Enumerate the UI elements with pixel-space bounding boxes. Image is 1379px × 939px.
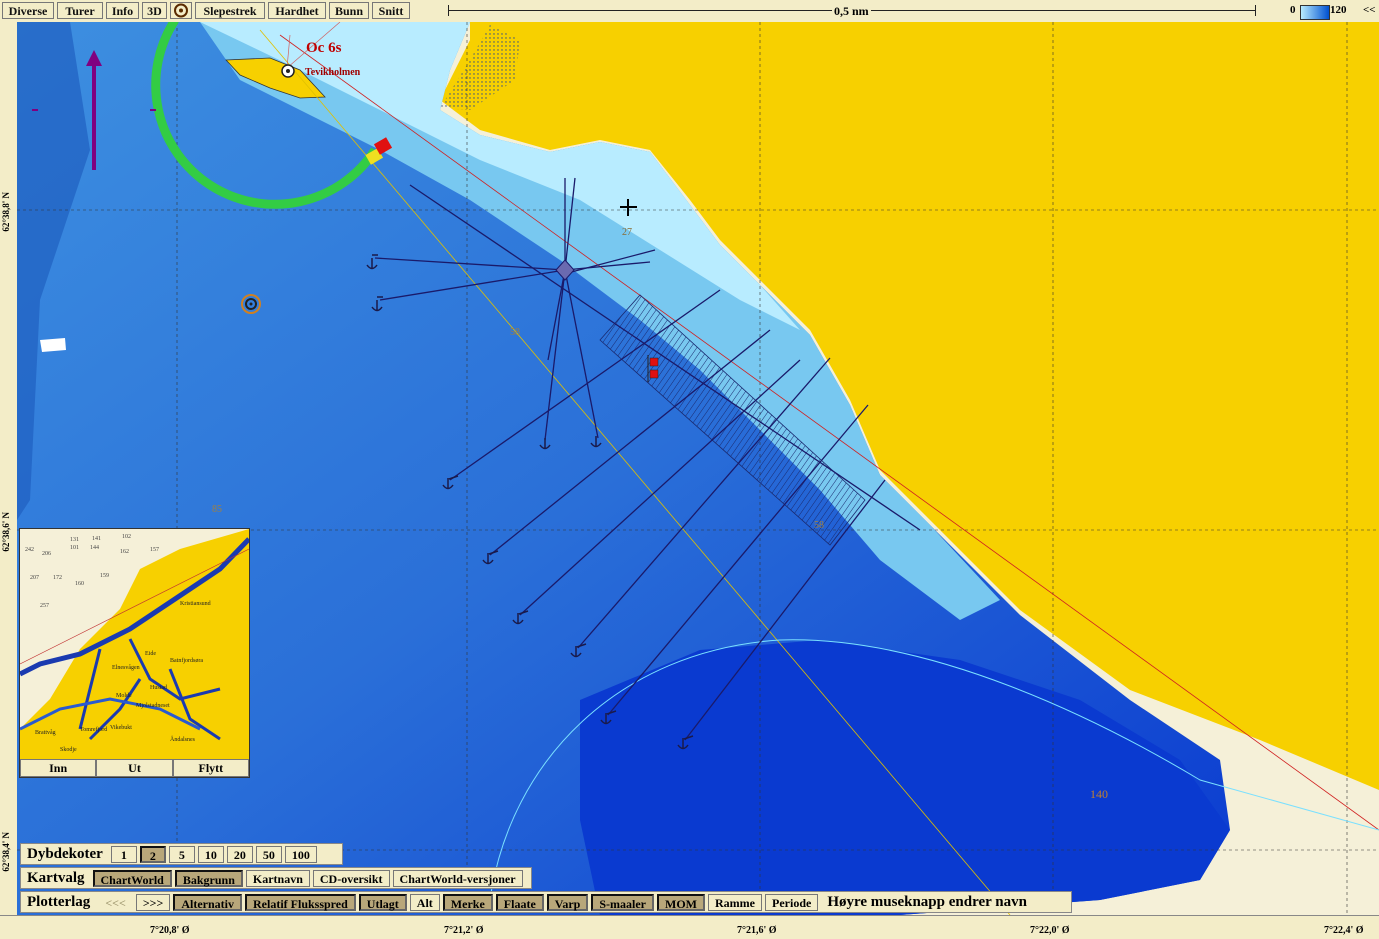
dybdekoter-label: Dybdekoter xyxy=(27,845,103,862)
place-label: Tevikholmen xyxy=(305,67,361,78)
depth-label: 85 xyxy=(212,504,222,515)
depth-label: 58 xyxy=(814,520,824,531)
inset-sounding: 141 xyxy=(92,536,101,542)
dybdekoter-row xyxy=(20,843,343,865)
inset-place: Hustad xyxy=(150,685,167,691)
plotterlag-row xyxy=(20,891,1072,913)
plotterlag-label: Plotterlag xyxy=(27,893,91,910)
mom-button[interactable]: MOM xyxy=(657,894,705,911)
inset-sounding: 206 xyxy=(42,551,51,557)
inset-sounding: 157 xyxy=(150,547,159,553)
latitude-ruler xyxy=(0,22,18,938)
chartworld-versjoner-button[interactable]: ChartWorld-versjoner xyxy=(393,870,523,887)
scale-label: 0,5 nm xyxy=(834,4,869,18)
merke-button[interactable]: Merke xyxy=(443,894,493,911)
overview-map-canvas[interactable] xyxy=(20,529,249,759)
menu-turer[interactable]: Turer xyxy=(57,2,103,19)
inset-sounding: 160 xyxy=(75,581,84,587)
lon-label: 7°20,8' Ø xyxy=(150,925,190,936)
top-toolbar xyxy=(0,0,1379,23)
contour-2-button[interactable]: 2 xyxy=(140,846,166,863)
contour-1-button[interactable]: 1 xyxy=(111,846,137,863)
depth-label: 58 xyxy=(510,327,520,338)
inset-place: Tomrefjord xyxy=(80,727,108,733)
depth-label: 27 xyxy=(622,227,632,238)
inset-place: Brattvåg xyxy=(35,730,56,736)
light-label: Oc 6s xyxy=(306,40,342,56)
inset-sounding: 257 xyxy=(40,603,49,609)
utlagt-button[interactable]: Utlagt xyxy=(359,894,407,911)
lat-label: 62°38,6' N xyxy=(1,512,11,552)
inset-sounding: 101 xyxy=(70,545,79,551)
inset-sounding: 207 xyxy=(30,575,39,581)
contour-50-button[interactable]: 50 xyxy=(256,846,282,863)
move-button[interactable]: Flytt xyxy=(173,759,249,777)
alt-button[interactable]: Alt xyxy=(410,894,440,911)
depth-min-label: 0 xyxy=(1290,4,1296,16)
inset-place: Molde xyxy=(116,693,132,699)
depth-max-label: 120 xyxy=(1330,4,1347,16)
lon-label: 7°21,6' Ø xyxy=(737,925,777,936)
bakgrunn-button[interactable]: Bakgrunn xyxy=(175,870,243,887)
inset-place: Vikebukt xyxy=(110,725,132,731)
inset-place: Eide xyxy=(145,651,156,657)
inset-sounding: 242 xyxy=(25,547,34,553)
inset-place: Kristiansund xyxy=(180,601,211,607)
menu-hardhet[interactable]: Hardhet xyxy=(268,2,326,19)
inset-place: Mjolstadneset xyxy=(136,703,170,709)
kartvalg-label: Kartvalg xyxy=(27,869,85,886)
inset-place: Batnfjordsøra xyxy=(170,658,203,664)
inset-place: Åndalsnes xyxy=(170,737,195,743)
buoy-icon[interactable] xyxy=(650,358,658,366)
inset-sounding: 162 xyxy=(120,549,129,555)
alternativ-button[interactable]: Alternativ xyxy=(173,894,242,911)
depth-label: 140 xyxy=(1090,787,1108,801)
prev-page-button[interactable]: <<< xyxy=(105,895,126,910)
varp-button[interactable]: Varp xyxy=(547,894,589,911)
inset-sounding: 172 xyxy=(53,575,62,581)
contour-100-button[interactable]: 100 xyxy=(285,846,317,863)
target-icon[interactable] xyxy=(170,2,192,19)
next-page-button[interactable]: >>> xyxy=(136,894,171,911)
zoom-in-button[interactable]: Inn xyxy=(20,759,96,777)
lat-label: 62°38,8' N xyxy=(1,192,11,232)
ramme-button[interactable]: Ramme xyxy=(708,894,762,911)
inset-sounding: 159 xyxy=(100,573,109,579)
inset-place: Elnesvågen xyxy=(112,665,140,671)
periode-button[interactable]: Periode xyxy=(765,894,818,911)
menu-3d[interactable]: 3D xyxy=(142,2,167,19)
inset-sounding: 131 xyxy=(70,537,79,543)
menu-info[interactable]: Info xyxy=(106,2,139,19)
zoom-out-button[interactable]: Ut xyxy=(96,759,172,777)
contour-10-button[interactable]: 10 xyxy=(198,846,224,863)
longitude-ruler xyxy=(0,915,1379,939)
menu-diverse[interactable]: Diverse xyxy=(2,2,54,19)
collapse-button[interactable]: << xyxy=(1363,4,1376,16)
chartworld-button[interactable]: ChartWorld xyxy=(93,870,172,887)
lat-label: 62°38,4' N xyxy=(1,832,11,872)
cd-oversikt-button[interactable]: CD-oversikt xyxy=(313,870,390,887)
lon-label: 7°21,2' Ø xyxy=(444,925,484,936)
inset-place: Skodje xyxy=(60,747,77,753)
menu-snitt[interactable]: Snitt xyxy=(372,2,410,19)
inset-sounding: 102 xyxy=(122,534,131,540)
flaate-button[interactable]: Flaate xyxy=(496,894,544,911)
kartvalg-row xyxy=(20,867,532,889)
menu-bunn[interactable]: Bunn xyxy=(329,2,369,19)
contour-20-button[interactable]: 20 xyxy=(227,846,253,863)
chart-canvas[interactable] xyxy=(17,22,1379,915)
relatif-fluksspred-button[interactable]: Relatif Fluksspred xyxy=(245,894,356,911)
kartnavn-button[interactable]: Kartnavn xyxy=(246,870,310,887)
lon-label: 7°22,4' Ø xyxy=(1324,925,1364,936)
menu-slepestrek[interactable]: Slepestrek xyxy=(195,2,265,19)
chart-map[interactable] xyxy=(17,22,1379,915)
depth-gradient xyxy=(1300,5,1330,20)
lon-label: 7°22,0' Ø xyxy=(1030,925,1070,936)
rename-hint: Høyre museknapp endrer navn xyxy=(827,893,1027,910)
overview-map[interactable] xyxy=(19,528,250,778)
s-maaler-button[interactable]: S-maaler xyxy=(591,894,654,911)
inset-sounding: 144 xyxy=(90,545,99,551)
contour-5-button[interactable]: 5 xyxy=(169,846,195,863)
